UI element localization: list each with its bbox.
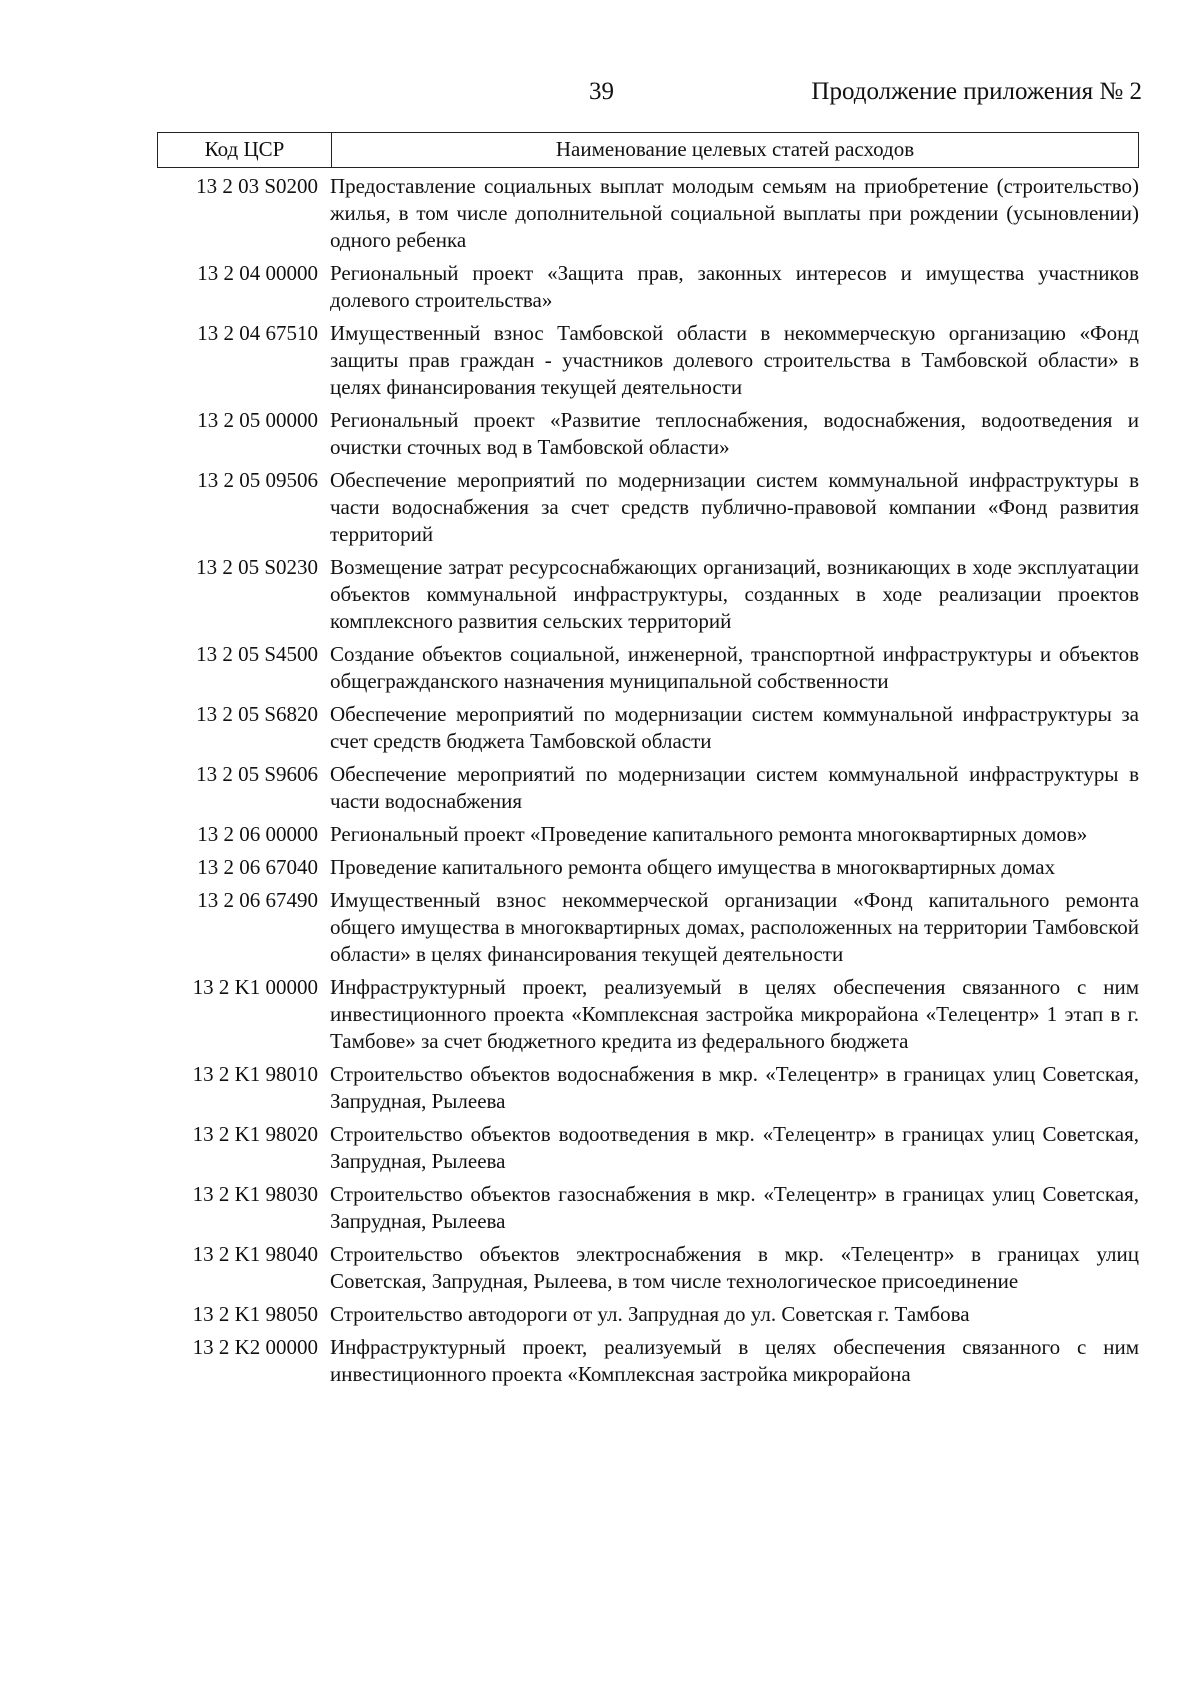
table-row [157,1061,1139,1115]
table-row [157,407,1139,461]
column-header-code: Код ЦСР [158,133,332,167]
expense-name: Строительство автодороги от ул. Запрудная до ул. Советская г. Тамбова [330,1302,970,1326]
expense-code: 13 2 K1 98030 [192,1182,318,1206]
expense-name: Региональный проект «Защита прав, законных интересов и имущества участников долевого строительства» [330,261,1139,312]
expense-name: Региональный проект «Развитие теплоснабжения, водоснабжения, водоотведения и очистки сточных вод в Тамбовской области» [330,408,1139,459]
expense-code: 13 2 K2 00000 [192,1335,318,1359]
expense-code: 13 2 05 00000 [197,408,318,432]
expense-name: Строительство объектов водоотведения в мкр. «Телецентр» в границах улиц Советская, Запрудная, Рылеева [330,1122,1139,1173]
expense-name: Строительство объектов электроснабжения в мкр. «Телецентр» в границах улиц Советская, Запрудная, Рылеева, в том числе технологическое присоединение [330,1242,1139,1293]
table-row [157,1301,1139,1328]
expense-code: 13 2 K1 98010 [192,1062,318,1086]
table-row [157,887,1139,968]
table-row [157,1181,1139,1235]
expense-name: Региональный проект «Проведение капитального ремонта многоквартирных домов» [330,822,1088,846]
expense-name: Инфраструктурный проект, реализуемый в целях обеспечения связанного с ним инвестиционного проекта «Комплексная застройка микрорайона [330,1335,1139,1386]
expense-code: 13 2 06 67040 [197,855,318,879]
expense-code: 13 2 06 67490 [197,888,318,912]
table-row [157,821,1139,848]
page-header [0,78,1200,114]
table-row [157,467,1139,548]
table-row [157,854,1139,881]
expense-name: Инфраструктурный проект, реализуемый в целях обеспечения связанного с ним инвестиционного проекта «Комплексная застройка микрорайона «Телецентр» 1 этап в г. Тамбове» за счет бюджетного кредита из федерального бюджета [330,975,1139,1053]
table-header [157,132,1139,168]
table-row [157,173,1139,254]
column-header-name: Наименование целевых статей расходов [555,137,915,161]
expense-name: Возмещение затрат ресурсоснабжающих организаций, возникающих в ходе эксплуатации объектов коммунальной инфраструктуры, созданных в ходе реализации проектов комплексного развития сельских территорий [330,555,1139,633]
table-row [157,260,1139,314]
table-row [157,1334,1139,1388]
expense-name: Проведение капитального ремонта общего имущества в многоквартирных домах [330,855,1056,879]
expense-name: Имущественный взнос Тамбовской области в некоммерческую организацию «Фонд защиты прав граждан - участников долевого строительства в Тамбовской области» в целях финансирования текущей деятельности [330,321,1139,399]
table-row [157,1241,1139,1295]
expense-code: 13 2 05 09506 [197,468,318,492]
page-number: 39 [589,78,614,105]
expense-code: 13 2 05 S6820 [196,702,318,726]
expense-name: Предоставление социальных выплат молодым семьям на приобретение (строительство) жилья, в том числе дополнительной социальной выплаты при рождении (усыновлении) одного ребенка [330,174,1139,252]
expense-items-table [157,132,1139,1394]
expense-name: Обеспечение мероприятий по модернизации систем коммунальной инфраструктуры в части водоснабжения [330,762,1139,813]
table-row [157,974,1139,1055]
table-row [157,641,1139,695]
expense-code: 13 2 05 S0230 [196,555,318,579]
expense-code: 13 2 05 S9606 [196,762,318,786]
expense-name: Строительство объектов газоснабжения в мкр. «Телецентр» в границах улиц Советская, Запрудная, Рылеева [330,1182,1139,1233]
table-row [157,1121,1139,1175]
expense-code: 13 2 05 S4500 [196,642,318,666]
table-row [157,554,1139,635]
table-row [157,761,1139,815]
expense-code: 13 2 K1 98040 [192,1242,318,1266]
expense-name: Создание объектов социальной, инженерной, транспортной инфраструктуры и объектов общегражданского назначения муниципальной собственности [330,642,1139,693]
table-row [157,320,1139,401]
expense-code: 13 2 K1 98050 [192,1302,318,1326]
expense-code: 13 2 04 00000 [197,261,318,285]
expense-code: 13 2 K1 00000 [192,975,318,999]
expense-code: 13 2 03 S0200 [196,174,318,198]
expense-name: Строительство объектов водоснабжения в мкр. «Телецентр» в границах улиц Советская, Запрудная, Рылеева [330,1062,1139,1113]
expense-name: Имущественный взнос некоммерческой организации «Фонд капитального ремонта общего имущества в многоквартирных домах, расположенных на территории Тамбовской области» в целях финансирования текущей деятельности [330,888,1139,966]
expense-code: 13 2 06 00000 [197,822,318,846]
expense-name: Обеспечение мероприятий по модернизации систем коммунальной инфраструктуры за счет средств бюджета Тамбовской области [330,702,1139,753]
expense-code: 13 2 04 67510 [197,321,318,345]
table-body [157,173,1139,1388]
expense-code: 13 2 K1 98020 [192,1122,318,1146]
expense-name: Обеспечение мероприятий по модернизации систем коммунальной инфраструктуры в части водоснабжения за счет средств публично-правовой компании «Фонд развития территорий [330,468,1139,546]
appendix-continuation-note: Продолжение приложения № 2 [811,78,1142,105]
table-row [157,701,1139,755]
